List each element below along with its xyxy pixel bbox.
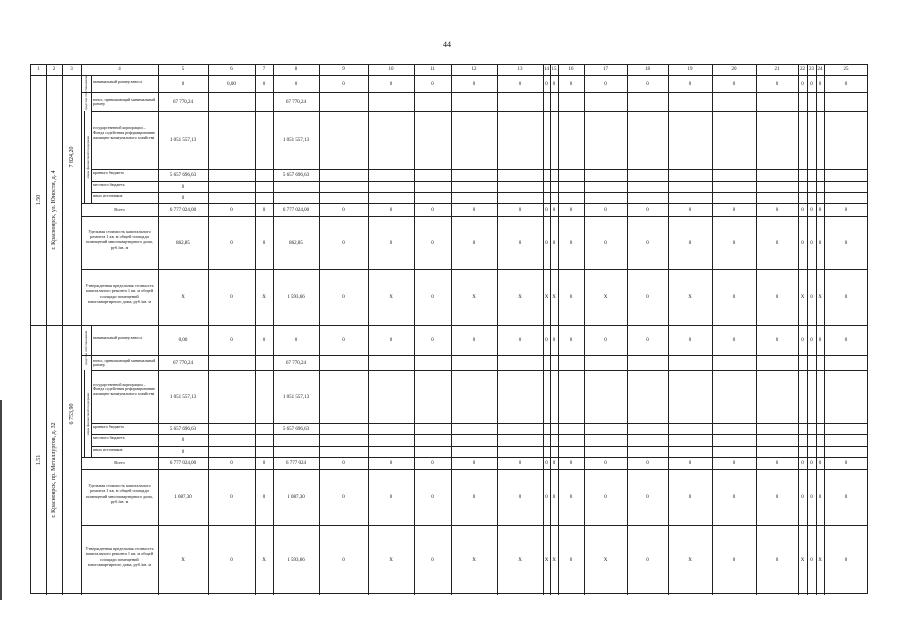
column-rule <box>627 65 628 595</box>
cell-value: 67 770,24 <box>173 99 193 105</box>
row-rule <box>91 446 868 447</box>
cell-value: 0 <box>688 338 692 343</box>
cell-value: 0 <box>262 495 266 500</box>
cell-value: 0 <box>545 461 548 466</box>
cell-value: 0 <box>810 240 813 246</box>
cell-value: 0 <box>518 495 522 500</box>
budget-table <box>30 64 868 594</box>
column-header: 1 <box>37 67 40 72</box>
cell-value: 1 593,66 <box>287 295 305 300</box>
cell-value: 0 <box>688 240 692 246</box>
row-label: иных источников <box>93 192 123 198</box>
cell-value: X <box>518 558 522 563</box>
building-area: 7 824,20 <box>68 146 75 168</box>
item-number: 1.50 <box>35 194 42 206</box>
column-rule <box>558 65 559 595</box>
cell-value: 5 657 696,63 <box>169 173 197 178</box>
cell-value: 0 <box>569 81 573 87</box>
cell-value: 0 <box>431 558 434 563</box>
cell-value: 0 <box>431 81 434 87</box>
column-rule <box>543 65 544 595</box>
cell-value: 0 <box>472 338 476 343</box>
cell-value: 0 <box>775 338 779 343</box>
cell-value: 0 <box>801 81 804 87</box>
cell-value: X <box>800 295 805 300</box>
block-separator <box>31 325 868 326</box>
cell-value: 1 087,30 <box>174 495 192 500</box>
cell-value: 0 <box>646 295 649 300</box>
cell-value: 0 <box>818 81 822 87</box>
column-rule <box>712 65 713 595</box>
column-header: 16 <box>568 67 574 72</box>
row-rule <box>81 457 868 458</box>
cell-value: 0 <box>431 240 434 246</box>
cell-value: 0 <box>545 207 548 213</box>
row-label: Утвержденная предельная стоимость капитального ремонта 1 кв. м общей площади помещений многоквартирного дома, руб./кв. м <box>85 283 154 305</box>
cell-value: 0 <box>230 295 233 300</box>
column-header: 22 <box>800 67 805 72</box>
row-rule <box>81 203 868 204</box>
cell-value: 0 <box>688 461 692 466</box>
cell-value: X <box>472 295 476 300</box>
cell-value: 0 <box>552 461 556 466</box>
cell-value: 0 <box>431 338 434 343</box>
row-label: краевого бюджета <box>93 423 124 429</box>
row-label: государственной корпорации – Фонда содействия реформированию жилищно-коммунального хозяйства <box>93 125 156 140</box>
cell-value: 0 <box>262 207 266 213</box>
column-header: 24 <box>817 67 823 72</box>
cell-value: 0 <box>810 295 813 300</box>
cell-value: 0 <box>545 240 548 246</box>
cell-value: 0 <box>604 207 607 213</box>
cell-value: 0 <box>646 461 649 466</box>
cell-value: X <box>552 558 556 563</box>
cell-value: 0 <box>810 207 813 213</box>
cell-value: 0 <box>342 81 345 87</box>
cell-value: 1 087,30 <box>287 495 305 500</box>
cell-value: 0 <box>810 495 813 500</box>
column-header: 20 <box>731 67 737 72</box>
cell-value: 0 <box>262 461 266 466</box>
owner-funds-label: средства собственников <box>84 75 88 111</box>
cell-value: 0 <box>688 81 692 87</box>
cell-value: 0 <box>552 495 556 500</box>
cell-value: 0 <box>431 495 434 500</box>
cell-value: 0 <box>604 461 607 466</box>
cell-value: 0 <box>518 207 522 213</box>
cell-value: 0,00 <box>178 338 188 343</box>
cell-value: 0 <box>801 461 804 466</box>
column-header: 12 <box>471 67 477 72</box>
row-label: взнос, превышающий минимальный размер <box>93 357 156 368</box>
cell-value: X <box>818 558 822 563</box>
cell-value: 0 <box>646 338 649 343</box>
cell-value: 0 <box>545 338 548 343</box>
group-rule <box>91 325 92 370</box>
column-header: 7 <box>262 67 266 72</box>
cell-value: 0 <box>552 338 556 343</box>
cell-value: 1 051 557,13 <box>169 394 197 400</box>
column-header: 11 <box>430 67 435 72</box>
cell-value: 1 051 557,13 <box>282 394 310 400</box>
cell-value: 0 <box>604 81 607 87</box>
row-label: Всего <box>114 460 125 465</box>
cell-value: 0 <box>342 338 345 343</box>
group-rule <box>91 75 92 111</box>
cell-value: 0 <box>472 240 476 246</box>
column-rule <box>824 65 825 595</box>
column-header: 25 <box>843 67 849 72</box>
cell-value: 0 <box>646 558 649 563</box>
cell-value: 0 <box>810 81 813 87</box>
row-rule <box>91 111 868 112</box>
column-rule <box>451 65 452 595</box>
row-label: краевого бюджета <box>93 170 124 175</box>
cell-value: 0 <box>389 461 393 466</box>
row-label: минимальный размер взноса <box>93 335 142 340</box>
cell-value: X <box>181 558 185 563</box>
cell-value: 0 <box>844 558 848 563</box>
cell-value: 5 657 696,63 <box>282 173 310 178</box>
cell-value: 0 <box>732 240 736 246</box>
cell-value: 0 <box>688 207 692 213</box>
column-rule <box>497 65 498 595</box>
cell-value: 0 <box>732 461 736 466</box>
cell-value: 0 <box>604 338 607 343</box>
cell-value: 0 <box>732 207 736 213</box>
cell-value: X <box>688 558 692 563</box>
cell-value: 0 <box>818 338 822 343</box>
cell-value: 0 <box>431 461 434 466</box>
row-label: местного бюджета <box>93 435 125 440</box>
cell-value: 0 <box>389 338 393 343</box>
header-rule <box>31 75 868 76</box>
column-rule <box>414 65 415 595</box>
cell-value: 862,85 <box>289 240 303 246</box>
cell-value: 0 <box>844 338 848 343</box>
financial-support-label: меры финансовой поддержки <box>86 135 90 179</box>
column-header: 10 <box>388 67 394 72</box>
cell-value: 0 <box>775 240 779 246</box>
cell-value: 0 <box>545 495 548 500</box>
cell-value: X <box>472 558 476 563</box>
cell-value: 0 <box>775 295 779 300</box>
row-label: иных источников <box>93 446 123 452</box>
cell-value: 0 <box>604 240 607 246</box>
column-header: 19 <box>687 67 693 72</box>
column-rule <box>756 65 757 595</box>
row-label: минимальный размер взноса <box>93 78 142 84</box>
row-label: Всего <box>114 206 125 212</box>
cell-value: 0 <box>262 81 266 87</box>
cell-value: X <box>800 558 805 563</box>
cell-value: 0 <box>844 461 848 466</box>
cell-value: 0 <box>518 461 522 466</box>
cell-value: 0 <box>181 184 185 190</box>
cell-value: 0 <box>604 495 607 500</box>
cell-value: 5 657 696,63 <box>169 426 197 432</box>
row-rule <box>81 269 868 270</box>
row-rule <box>91 370 868 371</box>
column-rule <box>319 65 320 595</box>
cell-value: 862,85 <box>176 240 190 246</box>
row-label: местного бюджета <box>93 181 125 187</box>
cell-value: 0 <box>775 558 779 563</box>
cell-value: 0 <box>342 207 345 213</box>
cell-value: X <box>544 558 549 563</box>
column-header: 23 <box>809 67 814 72</box>
cell-value: X <box>389 558 393 563</box>
cell-value: 0 <box>818 495 822 500</box>
cell-value: 0 <box>472 207 476 213</box>
cell-value: 0 <box>262 338 266 343</box>
cell-value: 6 777 024,00 <box>282 207 310 213</box>
cell-value: 0 <box>389 81 393 87</box>
cell-value: 0 <box>646 207 649 213</box>
cell-value: 0 <box>518 338 522 343</box>
item-number: 1.51 <box>35 454 42 466</box>
cell-value: X <box>181 295 185 300</box>
column-rule <box>550 65 551 595</box>
cell-value: 0 <box>732 338 736 343</box>
cell-value: 0 <box>801 207 804 213</box>
cell-value: 0 <box>181 81 185 87</box>
column-rule <box>368 65 369 595</box>
cell-value: 0 <box>342 495 345 500</box>
cell-value: 0 <box>431 207 434 213</box>
cell-value: 67 770,24 <box>286 99 306 105</box>
cell-value: 67 770,24 <box>286 360 306 366</box>
group-rule <box>84 111 85 203</box>
cell-value: 0 <box>230 338 233 343</box>
cell-value: 0 <box>545 81 548 87</box>
row-rule <box>81 525 868 526</box>
column-header: 17 <box>603 67 608 72</box>
cell-value: X <box>552 295 556 300</box>
row-label: взнос, превышающий минимальный размер <box>93 96 156 107</box>
row-rule <box>91 192 868 193</box>
cell-value: 6 777 024 <box>286 461 306 466</box>
cell-value: X <box>688 295 692 300</box>
cell-value: X <box>603 295 608 300</box>
page-number: 44 <box>443 40 451 49</box>
column-rule <box>816 65 817 595</box>
group-rule <box>91 370 92 457</box>
column-rule <box>807 65 808 595</box>
cell-value: X <box>603 558 608 563</box>
cell-value: 0 <box>844 207 848 213</box>
cell-value: 0 <box>552 81 556 87</box>
row-rule <box>81 216 868 217</box>
cell-value: 0 <box>801 495 804 500</box>
cell-value: 0 <box>775 207 779 213</box>
row-rule <box>81 469 868 470</box>
row-rule <box>91 423 868 424</box>
column-rule <box>255 65 256 595</box>
cell-value: 0 <box>342 461 345 466</box>
cell-value: 0 <box>518 81 522 87</box>
cell-value: 0 <box>801 240 804 246</box>
column-header: 8 <box>294 67 298 72</box>
cell-value: X <box>518 295 522 300</box>
cell-value: 1 051 557,13 <box>282 138 310 143</box>
cell-value: 0 <box>342 558 345 563</box>
column-rule <box>81 65 82 595</box>
row-label: Утвержденная предельная стоимость капитального ремонта 1 кв. м общей площади помещений многоквартирного дома, руб./кв. м <box>85 546 154 568</box>
cell-value: 0 <box>810 338 813 343</box>
column-header: 6 <box>230 67 233 72</box>
cell-value: X <box>262 558 266 563</box>
cell-value: 0 <box>818 240 822 246</box>
building-address: г. Красноярск, ул. Юности, д. 4 <box>51 170 57 250</box>
cell-value: 0 <box>732 295 736 300</box>
row-rule <box>91 181 868 182</box>
column-rule <box>668 65 669 595</box>
cell-value: 0 <box>230 558 233 563</box>
building-area: 6 753,90 <box>68 403 75 424</box>
group-rule <box>91 111 92 203</box>
cell-value: 0 <box>818 207 822 213</box>
cell-value: 1 593,66 <box>287 558 305 563</box>
column-header: 21 <box>774 67 780 72</box>
cell-value: 0 <box>552 240 556 246</box>
column-rule <box>46 65 47 595</box>
row-rule <box>81 92 868 93</box>
cell-value: 0 <box>810 558 813 563</box>
column-header: 9 <box>342 67 345 72</box>
column-rule <box>158 65 159 595</box>
cell-value: 0 <box>688 495 692 500</box>
cell-value: 0 <box>646 240 649 246</box>
cell-value: 0 <box>389 240 393 246</box>
row-rule <box>91 169 868 170</box>
cell-value: 0 <box>646 495 649 500</box>
cell-value: 0 <box>844 81 848 87</box>
column-header: 2 <box>52 67 56 72</box>
cell-value: 0 <box>342 240 345 246</box>
column-rule <box>208 65 209 595</box>
cell-value: 0 <box>230 461 233 466</box>
cell-value: 0 <box>389 495 393 500</box>
column-rule <box>584 65 585 595</box>
cell-value: 6 777 024,00 <box>169 461 197 466</box>
cell-value: 67 770,24 <box>173 360 193 366</box>
cell-value: 0 <box>569 461 573 466</box>
cell-value: 0 <box>181 449 185 455</box>
cell-value: 0 <box>818 461 822 466</box>
cell-value: 0 <box>230 495 233 500</box>
cell-value: 0,00 <box>227 81 236 87</box>
cell-value: 0 <box>342 295 345 300</box>
cell-value: 0 <box>472 495 476 500</box>
cell-value: 0 <box>181 438 185 443</box>
cell-value: 0 <box>569 558 573 563</box>
cell-value: 0 <box>569 295 573 300</box>
column-header: 18 <box>645 67 650 72</box>
cell-value: 0 <box>569 338 573 343</box>
row-label: Удельная стоимость капитального ремонта 1 кв. м общей площади помещений многоквартирного дома, руб./кв. м <box>86 228 153 250</box>
cell-value: 0 <box>775 461 779 466</box>
column-header: 14 <box>544 67 549 72</box>
cell-value: 0 <box>472 81 476 87</box>
building-address: г. Красноярск, пр. Металлургов, д. 32 <box>51 422 57 518</box>
cell-value: 0 <box>775 81 779 87</box>
cell-value: X <box>544 295 549 300</box>
cell-value: 0 <box>569 207 573 213</box>
cell-value: 0 <box>262 240 266 246</box>
column-header: 15 <box>551 67 557 72</box>
cell-value: 1 051 557,13 <box>169 138 197 143</box>
column-rule <box>798 65 799 595</box>
cell-value: 0 <box>732 495 736 500</box>
cell-value: 0 <box>294 81 298 87</box>
cell-value: 0 <box>844 295 848 300</box>
cell-value: 0 <box>552 207 556 213</box>
column-header: 4 <box>118 67 121 72</box>
cell-value: 0 <box>181 195 185 201</box>
cell-value: 0 <box>810 461 813 466</box>
column-rule <box>273 65 274 595</box>
cell-value: 0 <box>732 81 736 87</box>
row-rule <box>91 434 868 435</box>
cell-value: 0 <box>844 240 848 246</box>
cell-value: 0 <box>230 240 233 246</box>
cell-value: X <box>818 295 822 300</box>
cell-value: 0 <box>389 207 393 213</box>
cell-value: 0 <box>732 558 736 563</box>
owner-funds-label: средства собственников <box>84 330 88 365</box>
group-rule <box>84 370 85 457</box>
financial-support-label: меры финансовой поддержки <box>86 392 90 435</box>
cell-value: 0 <box>431 295 434 300</box>
cell-value: X <box>262 295 266 300</box>
cell-value: 0 <box>646 81 649 87</box>
row-rule <box>81 355 868 356</box>
scan-edge <box>0 400 2 600</box>
cell-value: 0 <box>844 495 848 500</box>
row-label: государственной корпорации – Фонда содействия реформированию жилищно-коммунального хозяйства <box>93 381 156 397</box>
row-label: Удельная стоимость капитального ремонта 1 кв. м общей площади помещений многоквартирного дома, руб./кв. м <box>86 483 153 505</box>
cell-value: 0 <box>518 240 522 246</box>
cell-value: 0 <box>569 495 573 500</box>
cell-value: 0 <box>569 240 573 246</box>
cell-value: X <box>389 295 393 300</box>
column-header: 5 <box>181 67 185 72</box>
column-header: 3 <box>70 67 73 72</box>
cell-value: 0 <box>775 495 779 500</box>
column-header: 13 <box>517 67 523 72</box>
column-rule <box>62 65 63 595</box>
cell-value: 0 <box>472 461 476 466</box>
cell-value: 0 <box>294 338 298 343</box>
cell-value: 5 657 696,63 <box>282 426 310 432</box>
cell-value: 0 <box>230 207 233 213</box>
cell-value: 6 777 024,00 <box>169 207 197 213</box>
cell-value: 0 <box>801 338 804 343</box>
